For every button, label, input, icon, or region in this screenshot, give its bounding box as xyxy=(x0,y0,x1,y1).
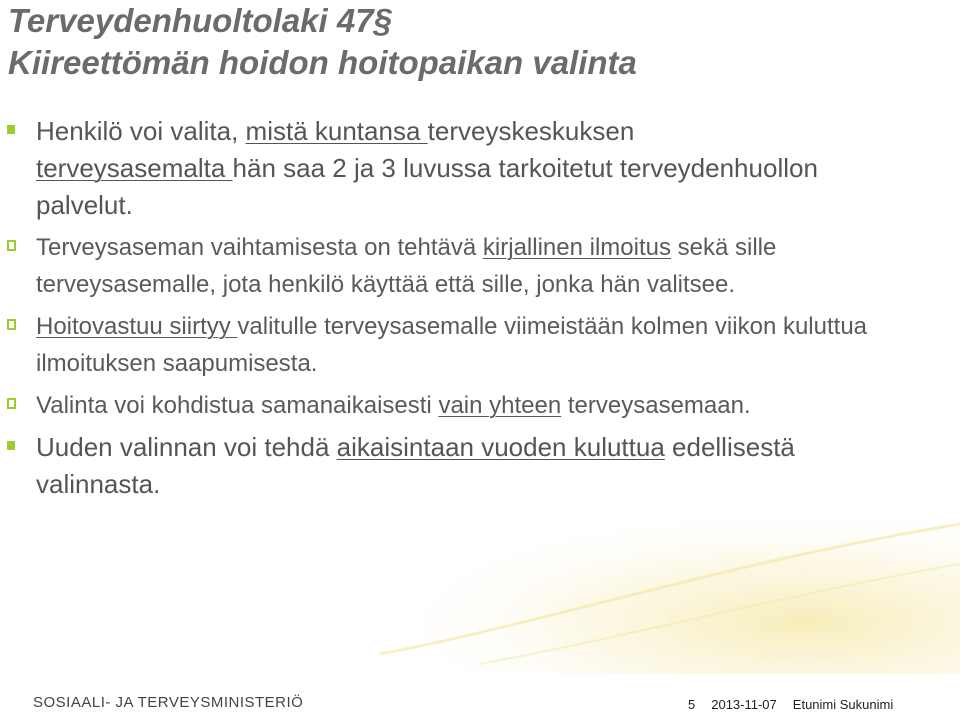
bullet-text xyxy=(36,432,795,499)
bullet-square-icon xyxy=(7,125,15,134)
decorative-glow xyxy=(340,504,960,674)
text-run: Terveysaseman vaihtamisesta on tehtävä xyxy=(36,234,483,261)
text-run: terveyskeskuksen xyxy=(427,116,635,146)
bullet-text xyxy=(36,116,818,220)
bullet-square-outline-icon xyxy=(7,319,16,330)
text-run: hän saa 2 ja 3 luvussa tarkoitetut terveydenhuollon palvelut. xyxy=(36,153,818,220)
bullet-text xyxy=(36,392,751,419)
bullet-text xyxy=(36,313,867,377)
bullet-item-2 xyxy=(0,229,920,303)
underlined-text-run: aikaisintaan vuoden kuluttua xyxy=(336,432,665,462)
page-number: 5 xyxy=(688,697,696,712)
text-run: Uuden valinnan voi tehdä xyxy=(36,432,337,462)
underlined-text-run: mistä kuntansa xyxy=(245,116,428,146)
text-run: terveysasemaan. xyxy=(561,392,751,419)
text-run: edellisestä valinnasta. xyxy=(36,432,795,499)
underlined-text-run: Hoitovastuu siirtyy xyxy=(36,313,238,340)
slide-title xyxy=(8,0,637,84)
underlined-text-run: kirjallinen ilmoitus xyxy=(482,234,671,261)
bullet-item-4 xyxy=(0,387,920,424)
slide-title-line2: Kiireettömän hoidon hoitopaikan valinta xyxy=(8,44,637,81)
underlined-text-run: terveysasemalta xyxy=(36,153,233,183)
slide-date: 2013-11-07 xyxy=(711,697,777,712)
text-run: valitulle terveysasemalle viimeistään kolmen viikon kuluttua ilmoituksen saapumisesta. xyxy=(36,313,868,377)
ministry-logo: SOSIAALI- JA TERVEYSMINISTERIÖ xyxy=(33,694,304,711)
bullet-item-5 xyxy=(0,429,920,503)
bullet-item-1 xyxy=(0,113,920,224)
bullet-square-icon xyxy=(7,441,15,450)
author-name: Etunimi Sukunimi xyxy=(792,697,894,712)
slide-title-line1: Terveydenhuoltolaki 47§ xyxy=(8,2,392,39)
slide-footer xyxy=(688,697,893,712)
bullet-square-outline-icon xyxy=(7,240,16,251)
text-run: Henkilö voi valita, xyxy=(36,116,246,146)
bullet-square-outline-icon xyxy=(7,398,16,409)
bullet-item-3 xyxy=(0,308,920,382)
bullet-text xyxy=(36,234,776,298)
text-run: sekä sille terveysasemalle, jota henkilö käyttää että sille, jonka hän valitsee. xyxy=(36,234,777,298)
text-run: Valinta voi kohdistua samanaikaisesti xyxy=(36,392,439,419)
underlined-text-run: vain yhteen xyxy=(438,392,562,419)
bullet-list xyxy=(0,113,920,508)
